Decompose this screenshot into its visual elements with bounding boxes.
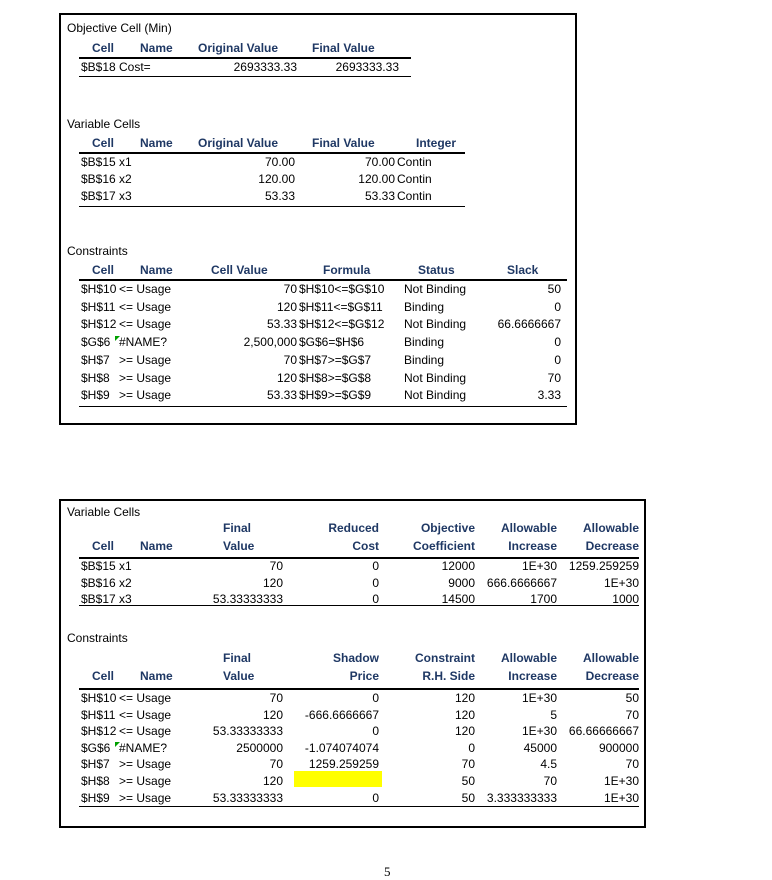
error-marker-icon: [115, 336, 120, 341]
sens-variable-row-0-col-6: 1259.259259: [568, 559, 639, 573]
sens-variable-row-2-col-5: 1700: [530, 592, 557, 607]
sens-variable-row-2-col-6: 1000: [612, 592, 639, 607]
sens-constraint-row-4-col-3: 1259.259259: [308, 757, 379, 772]
sens-constraint-row-3-col-0: $G$6: [81, 740, 111, 755]
sens-constraint-row-5-col-0: $H$8: [81, 774, 110, 788]
sens-constraints-header-bottom-3: Price: [349, 669, 379, 683]
objective-section-title: Objective Cell (Min): [67, 21, 172, 35]
constraint-row-4-col-0: $H$7: [81, 352, 110, 367]
sens-constraint-row-6-col-1: >= Usage: [119, 790, 172, 805]
constraint-row-0-col-0: $H$10: [81, 282, 117, 296]
constraints-header-slack: Slack: [507, 263, 539, 277]
sens-constraint-row-0-col-4: 120: [454, 691, 475, 705]
sens-constraint-row-1-col-2: 120: [262, 707, 283, 722]
constraint-row-2-col-2: 53.33: [266, 317, 297, 332]
constraint-row-4-col-2: 70: [283, 352, 297, 367]
sens-variables-header-bottom-6: Decrease: [585, 539, 639, 553]
variables-header-name: Name: [140, 136, 173, 150]
sens-constraint-row-3-col-1: #NAME?: [119, 740, 168, 755]
highlighted-empty-cell: [294, 771, 382, 787]
constraint-row-6-col-5: 3.33: [537, 388, 561, 403]
sens-constraint-row-4-col-6: 70: [625, 757, 639, 772]
variable-row-2-col-3: 53.33: [364, 189, 395, 203]
sens-constraint-row-6-col-2: 53.33333333: [212, 790, 283, 805]
sens-variables-header-top-4: Objective: [420, 521, 475, 535]
objective-header-cell: Cell: [92, 41, 115, 55]
constraint-row-0-col-5: 50: [547, 282, 561, 296]
constraint-row-6-col-0: $H$9: [81, 388, 110, 403]
answer-report-panel: [59, 13, 577, 425]
constraint-row-2-col-1: <= Usage: [119, 317, 172, 332]
constraint-row-5-col-5: 70: [547, 370, 561, 385]
sens-constraint-row-5-col-1: >= Usage: [119, 774, 172, 788]
sens-constraint-row-2-col-2: 53.33333333: [212, 724, 283, 739]
sens-constraint-row-3-col-4: 0: [468, 740, 475, 755]
variable-row-1-col-3: 120.00: [358, 172, 395, 186]
constraint-row-0-col-1: <= Usage: [119, 282, 172, 296]
constraint-row-2-col-5: 66.6666667: [497, 317, 561, 332]
constraint-row-6-col-3: $H$9>=$G$9: [299, 388, 372, 403]
sens-variable-row-0-col-4: 12000: [441, 559, 475, 573]
sens-variables-header-bottom-1: Name: [140, 539, 173, 553]
sens-constraint-row-0-col-3: 0: [372, 691, 379, 705]
constraint-row-0-col-4: Not Binding: [404, 282, 467, 296]
sens-variable-row-1-col-1: x2: [119, 575, 132, 590]
sens-variable-row-2-col-1: x3: [119, 592, 132, 607]
sens-constraint-row-5-col-4: 50: [461, 774, 475, 788]
constraint-row-2-col-3: $H$12<=$G$12: [299, 317, 385, 332]
sens-constraints-header-top-4: Constraint: [415, 651, 475, 665]
constraint-row-4-col-4: Binding: [404, 352, 445, 367]
constraint-row-5-col-3: $H$8>=$G$8: [299, 370, 372, 385]
objective-header-final: Final Value: [312, 41, 375, 55]
sens-variable-row-0-col-1: x1: [119, 559, 132, 573]
sens-constraints-header-bottom-2: Value: [223, 669, 255, 683]
sens-constraints-header-bottom-5: Increase: [508, 669, 557, 683]
constraints-header-formula: Formula: [323, 263, 371, 277]
sens-constraint-row-6-col-5: 3.333333333: [486, 790, 557, 805]
variables-header-final: Final Value: [312, 136, 375, 150]
variable-row-1-col-1: x2: [119, 172, 132, 186]
constraint-row-3-col-4: Binding: [404, 335, 445, 350]
sens-constraint-row-3-col-6: 900000: [598, 740, 639, 755]
sens-constraint-row-0-col-2: 70: [269, 691, 283, 705]
sens-variable-row-0-col-3: 0: [372, 559, 379, 573]
variable-row-2-col-1: x3: [119, 189, 132, 203]
sens-constraint-row-4-col-0: $H$7: [81, 757, 110, 772]
sens-constraint-row-0-col-1: <= Usage: [119, 691, 172, 705]
sens-variables-section-title: Variable Cells: [67, 505, 141, 519]
constraint-row-1-col-5: 0: [554, 299, 561, 314]
sens-constraint-row-2-col-5: 1E+30: [521, 724, 557, 739]
sens-constraint-row-4-col-2: 70: [269, 757, 283, 772]
sens-constraints-header-top-6: Allowable: [582, 651, 639, 665]
sens-constraints-header-top-3: Shadow: [332, 651, 379, 665]
constraints-section-title: Constraints: [67, 244, 128, 258]
sens-variable-row-1-col-3: 0: [372, 575, 379, 590]
sens-variable-row-1-col-5: 666.6666667: [486, 575, 557, 590]
variable-row-2-col-2: 53.33: [264, 189, 295, 203]
constraint-row-5-col-1: >= Usage: [119, 370, 172, 385]
sens-variables-header-bottom-0: Cell: [92, 539, 115, 553]
sens-variable-row-2-col-2: 53.33333333: [212, 592, 283, 607]
sens-constraint-row-0-col-6: 50: [625, 691, 639, 705]
sens-constraint-row-1-col-3: -666.6666667: [304, 707, 379, 722]
constraint-row-0-col-3: $H$10<=$G$10: [299, 282, 385, 296]
constraint-row-6-col-2: 53.33: [266, 388, 297, 403]
sens-variables-header-bottom-2: Value: [223, 539, 255, 553]
variable-row-1-col-0: $B$16: [81, 172, 116, 186]
constraint-row-3-col-3: $G$6=$H$6: [299, 335, 365, 350]
constraint-row-3-col-0: $G$6: [81, 335, 111, 350]
constraint-row-1-col-3: $H$11<=$G$11: [299, 299, 383, 314]
sens-constraint-row-3-col-5: 45000: [523, 740, 557, 755]
sensitivity-report-panel: [59, 499, 646, 828]
objective-row-original: 2693333.33: [233, 60, 297, 74]
constraints-header-cell: Cell: [92, 263, 115, 277]
sens-variables-header-top-6: Allowable: [582, 521, 639, 535]
variables-header-cell: Cell: [92, 136, 115, 150]
constraint-row-1-col-1: <= Usage: [119, 299, 172, 314]
sens-constraints-header-top-5: Allowable: [500, 651, 557, 665]
sens-variable-row-0-col-0: $B$15: [81, 559, 116, 573]
sens-variables-header-top-3: Reduced: [328, 521, 379, 535]
sens-constraint-row-6-col-3: 0: [372, 790, 379, 805]
constraint-row-1-col-0: $H$11: [81, 299, 116, 314]
objective-row-name: Cost=: [119, 60, 151, 74]
sens-variables-header-bottom-3: Cost: [352, 539, 379, 553]
constraint-row-3-col-2: 2,500,000: [243, 335, 297, 350]
constraint-row-5-col-0: $H$8: [81, 370, 110, 385]
constraint-row-1-col-2: 120: [276, 299, 297, 314]
sens-constraint-row-2-col-4: 120: [454, 724, 475, 739]
sens-constraint-row-0-col-0: $H$10: [81, 691, 117, 705]
error-marker-icon: [115, 742, 120, 747]
sens-variables-header-top-2: Final: [223, 521, 252, 535]
sens-constraint-row-1-col-1: <= Usage: [119, 707, 172, 722]
constraint-row-4-col-3: $H$7>=$G$7: [299, 352, 372, 367]
constraints-header-status: Status: [418, 263, 455, 277]
objective-header-name: Name: [140, 41, 173, 55]
sens-variable-row-0-col-2: 70: [269, 559, 283, 573]
sens-constraint-row-1-col-6: 70: [625, 707, 639, 722]
constraint-row-6-col-4: Not Binding: [404, 388, 467, 403]
sens-constraint-row-6-col-6: 1E+30: [603, 790, 639, 805]
variables-header-original: Original Value: [198, 136, 279, 150]
sens-variable-row-1-col-6: 1E+30: [603, 575, 639, 590]
sens-constraint-row-2-col-1: <= Usage: [119, 724, 172, 739]
sens-variable-row-1-col-2: 120: [262, 575, 283, 590]
variable-row-0-col-4: Contin: [397, 155, 432, 169]
sens-constraint-row-3-col-3: -1.074074074: [304, 740, 379, 755]
sens-variable-row-1-col-0: $B$16: [81, 575, 116, 590]
sens-constraint-row-6-col-4: 50: [461, 790, 475, 805]
constraint-row-3-col-5: 0: [554, 335, 561, 350]
objective-row-cell: $B$18: [81, 60, 116, 74]
sens-constraint-row-5-col-6: 1E+30: [603, 774, 639, 788]
constraint-row-2-col-4: Not Binding: [404, 317, 467, 332]
sens-constraint-row-2-col-3: 0: [372, 724, 379, 739]
variable-row-2-col-4: Contin: [397, 189, 432, 203]
sens-variable-row-2-col-0: $B$17: [81, 592, 116, 607]
constraints-header-name: Name: [140, 263, 173, 277]
sens-constraints-header-bottom-1: Name: [140, 669, 173, 683]
sens-variables-header-bottom-4: Coefficient: [412, 539, 475, 553]
sens-constraint-row-4-col-4: 70: [461, 757, 475, 772]
sens-constraints-header-top-2: Final: [223, 651, 252, 665]
constraint-row-5-col-2: 120: [276, 370, 297, 385]
objective-header-original: Original Value: [198, 41, 279, 55]
sens-constraint-row-5-col-2: 120: [262, 774, 283, 788]
sens-variable-row-2-col-4: 14500: [441, 592, 475, 607]
constraint-row-3-col-1: #NAME?: [119, 335, 168, 350]
sens-constraint-row-4-col-1: >= Usage: [119, 757, 172, 772]
sens-constraints-header-bottom-6: Decrease: [585, 669, 639, 683]
sens-constraint-row-0-col-5: 1E+30: [521, 691, 557, 705]
variable-row-0-col-2: 70.00: [264, 155, 295, 169]
variable-row-0-col-3: 70.00: [364, 155, 395, 169]
constraint-row-1-col-4: Binding: [404, 299, 445, 314]
sens-variables-header-top-5: Allowable: [500, 521, 557, 535]
variable-row-1-col-4: Contin: [397, 172, 432, 186]
variable-row-1-col-2: 120.00: [258, 172, 295, 186]
sens-constraint-row-1-col-5: 5: [550, 707, 557, 722]
sens-constraint-row-2-col-6: 66.66666667: [568, 724, 639, 739]
sens-constraint-row-4-col-5: 4.5: [540, 757, 557, 772]
page-number: 5: [384, 864, 391, 879]
sens-variables-header-bottom-5: Increase: [508, 539, 557, 553]
sens-constraints-header-bottom-4: R.H. Side: [422, 669, 475, 683]
sens-constraint-row-3-col-2: 2500000: [236, 740, 283, 755]
sens-variable-row-0-col-5: 1E+30: [521, 559, 557, 573]
variables-section-title: Variable Cells: [67, 117, 141, 131]
constraint-row-4-col-5: 0: [554, 352, 561, 367]
sens-constraint-row-1-col-4: 120: [454, 707, 475, 722]
constraint-row-6-col-1: >= Usage: [119, 388, 172, 403]
sens-constraint-row-2-col-0: $H$12: [81, 724, 117, 739]
sens-variable-row-2-col-3: 0: [372, 592, 379, 607]
sens-constraint-row-5-col-5: 70: [543, 774, 557, 788]
objective-row-final: 2693333.33: [335, 60, 399, 74]
constraint-row-4-col-1: >= Usage: [119, 352, 172, 367]
sens-constraints-section-title: Constraints: [67, 631, 128, 645]
variables-header-integer: Integer: [416, 136, 457, 150]
variable-row-2-col-0: $B$17: [81, 189, 116, 203]
constraint-row-5-col-4: Not Binding: [404, 370, 467, 385]
constraint-row-0-col-2: 70: [283, 282, 297, 296]
sens-variable-row-1-col-4: 9000: [448, 575, 475, 590]
sens-constraint-row-6-col-0: $H$9: [81, 790, 110, 805]
constraint-row-2-col-0: $H$12: [81, 317, 117, 332]
variable-row-0-col-1: x1: [119, 155, 132, 169]
variable-row-0-col-0: $B$15: [81, 155, 116, 169]
constraints-header-cellvalue: Cell Value: [211, 263, 268, 277]
sens-constraints-header-bottom-0: Cell: [92, 669, 115, 683]
sens-constraint-row-1-col-0: $H$11: [81, 707, 116, 722]
